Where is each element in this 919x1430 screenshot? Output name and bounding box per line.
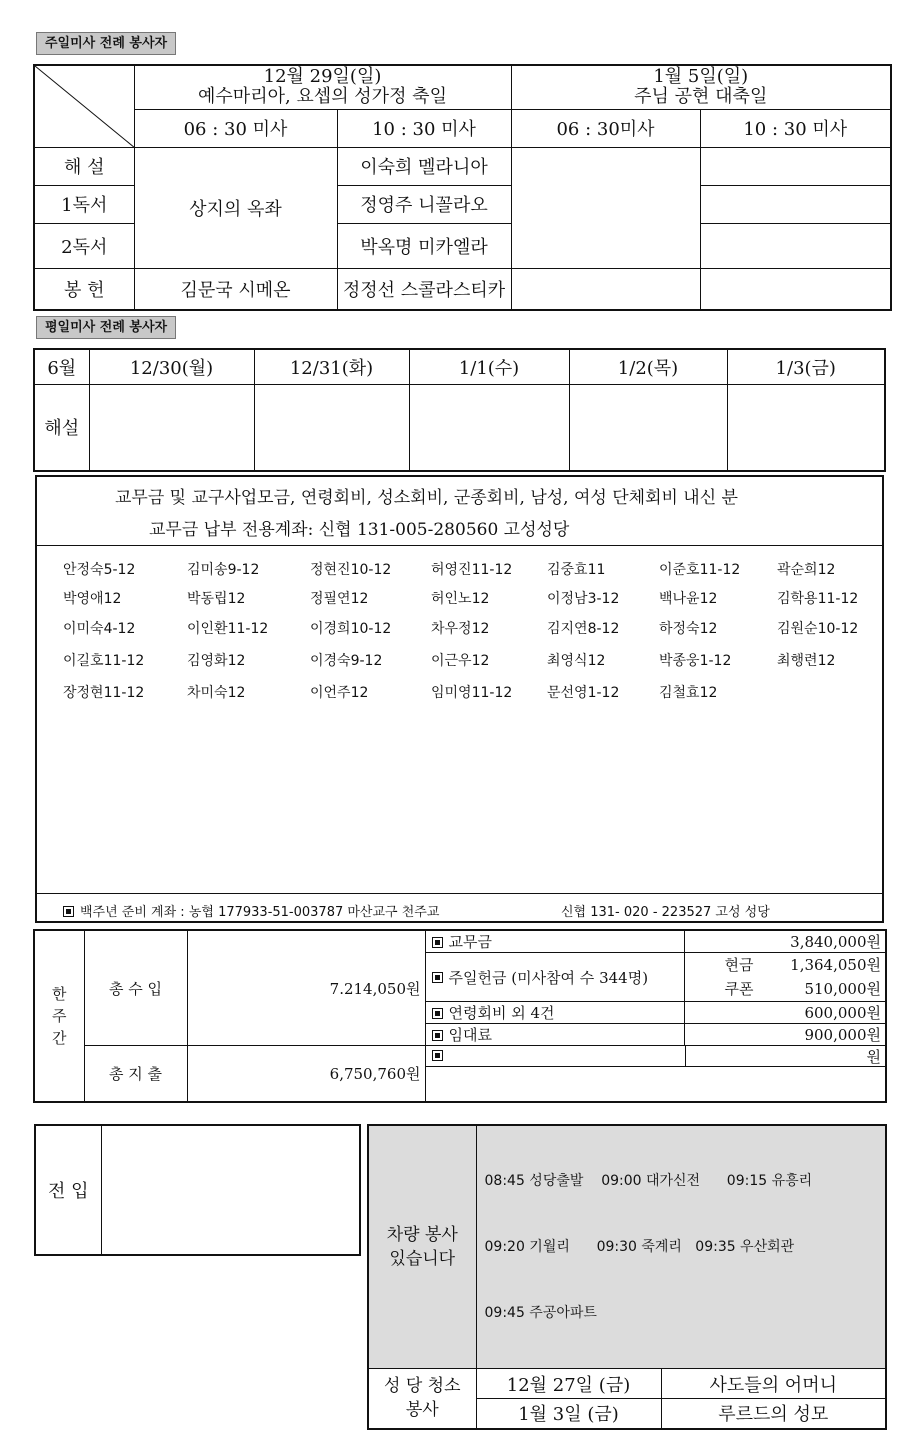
diagonal-line	[35, 66, 135, 148]
weekday-day-5: 1/3(금)	[727, 349, 885, 384]
contributor-name: 이인환11-12	[187, 621, 269, 637]
contributor-name: 장정현11-12	[63, 685, 145, 701]
item-rent-label: 임대료	[448, 1026, 492, 1045]
weekday-slot-5	[727, 384, 885, 471]
bullet-square-icon	[432, 1050, 443, 1061]
cash-label: 현금	[724, 956, 754, 975]
blank-item-cell	[425, 1046, 886, 1102]
contributor-name: 백나윤12	[659, 591, 718, 607]
cleaning-group-2: 루르드의 성모	[661, 1399, 886, 1429]
week-label	[34, 930, 84, 1102]
finance-table	[33, 929, 887, 1103]
vehicle-schedule	[476, 1125, 886, 1369]
mass-time-d: 10 : 30 미사	[700, 109, 891, 147]
role-commentary: 해 설	[34, 147, 134, 185]
contributor-name: 김지연8-12	[547, 621, 620, 637]
item-rent	[425, 1024, 684, 1046]
date-header-1	[134, 65, 511, 109]
coupon-amount: 510,000원	[804, 980, 881, 999]
contributor-name: 문선영1-12	[547, 685, 620, 701]
contributor-name: 차우정12	[431, 621, 490, 637]
weekday-slot-2	[254, 384, 409, 471]
item-dues-amount: 3,840,000원	[684, 930, 886, 953]
transfer-in-content	[101, 1125, 360, 1255]
date-header-2	[511, 65, 891, 109]
bullet-square-icon	[432, 1008, 443, 1019]
item-funeral	[425, 1002, 684, 1024]
service-table	[367, 1124, 887, 1430]
contributor-name: 이경숙9-12	[310, 653, 383, 669]
item-dues	[425, 930, 684, 953]
contributor-name: 하정숙12	[659, 621, 718, 637]
weekday-slot-4	[569, 384, 727, 471]
jan5-0630-cell	[511, 147, 700, 268]
jan5-0630-offering	[511, 268, 700, 310]
transfer-in-label: 전 입	[35, 1125, 101, 1255]
blank-item	[426, 1046, 886, 1067]
contributor-name: 이근우12	[431, 653, 490, 669]
item-offering-amounts	[684, 953, 886, 1002]
dues-line-1: 교무금 및 교구사업모금, 연령회비, 성소회비, 군종회비, 남성, 여성 단체회비 내신 분	[115, 488, 738, 508]
week-label-text: 한 주 간	[52, 985, 67, 1047]
group-0630: 상지의 옥좌	[134, 147, 337, 268]
weekday-slot-1	[89, 384, 254, 471]
feast-2: 주님 공현 대축일	[634, 86, 768, 108]
date-2: 1월 5일(일)	[653, 66, 749, 88]
weekday-role: 해설	[34, 384, 89, 471]
expense-label: 총 지 출	[84, 1046, 187, 1102]
reading1-1030: 정영주 니꼴라오	[337, 185, 511, 223]
contributor-name: 이경희10-12	[310, 621, 392, 637]
mass-time-c: 06 : 30미사	[511, 109, 700, 147]
weekday-month: 6월	[34, 349, 89, 384]
contributor-name: 임미영11-12	[431, 685, 513, 701]
jan5-1030-offering	[700, 268, 891, 310]
bullet-square-icon	[432, 972, 443, 983]
dues-account-line: 교무금 납부 전용계좌: 신협 131-005-280560 고성성당	[149, 520, 570, 540]
cleaning-date-2: 1월 3일 (금)	[476, 1399, 661, 1429]
contributor-name: 박동립12	[187, 591, 246, 607]
cash-row	[689, 953, 882, 977]
contributor-name: 김원순10-12	[777, 621, 859, 637]
vehicle-label-text: 차량 봉사 있습니다	[386, 1225, 458, 1269]
contributor-name: 이언주12	[310, 685, 369, 701]
feast-1: 예수마리아, 요셉의 성가정 축일	[198, 86, 447, 108]
jan5-1030-commentary	[700, 147, 891, 185]
contributor-name: 김미송9-12	[187, 562, 260, 578]
contributor-name: 정현진10-12	[310, 562, 392, 578]
weekday-day-1: 12/30(월)	[89, 349, 254, 384]
weekday-slot-3	[409, 384, 569, 471]
offering-1030: 정정선 스콜라스티카	[337, 268, 511, 310]
blank-item-amount: 원	[866, 1048, 881, 1067]
contributor-name: 이길호11-12	[63, 653, 145, 669]
item-rent-amount: 900,000원	[684, 1024, 886, 1046]
bullet-square-icon	[432, 1030, 443, 1041]
dues-header	[37, 477, 882, 546]
cleaning-date-1: 12월 27일 (금)	[476, 1369, 661, 1399]
contributor-name: 허인노12	[431, 591, 490, 607]
reading2-1030: 박옥명 미카엘라	[337, 223, 511, 268]
contributor-name: 최행련12	[777, 653, 836, 669]
cash-amount: 1,364,050원	[790, 956, 881, 975]
vehicle-line-2: 09:20 기월리 09:30 죽계리 09:35 우산회관	[484, 1239, 795, 1255]
contributor-name: 이준호11-12	[659, 562, 741, 578]
offering-0630: 김문국 시메온	[134, 268, 337, 310]
mass-time-b: 10 : 30 미사	[337, 109, 511, 147]
centennial-account	[63, 901, 439, 920]
weekday-day-3: 1/1(수)	[409, 349, 569, 384]
item-offering	[425, 953, 684, 1002]
contributor-name: 박영애12	[63, 591, 122, 607]
dues-box	[35, 475, 884, 923]
item-dues-label: 교무금	[448, 933, 492, 952]
weekday-day-4: 1/2(목)	[569, 349, 727, 384]
contributor-name: 차미숙12	[187, 685, 246, 701]
coupon-row	[689, 977, 882, 1001]
centennial-account-2: 신협 131- 020 - 223527 고성 성당	[561, 905, 770, 920]
expense-total: 6,750,760원	[187, 1046, 425, 1102]
contributor-name: 김철효12	[659, 685, 718, 701]
contributor-name: 허영진11-12	[431, 562, 513, 578]
contributor-name: 이정남3-12	[547, 591, 620, 607]
item-funeral-amount: 600,000원	[684, 1002, 886, 1024]
vehicle-label	[368, 1125, 476, 1369]
cleaning-group-1: 사도들의 어머니	[661, 1369, 886, 1399]
bullet-square-icon	[63, 906, 74, 917]
transfer-in-table	[34, 1124, 361, 1256]
contributor-name: 정필연12	[310, 591, 369, 607]
contributor-name: 김중효11	[547, 562, 606, 578]
vehicle-line-1: 08:45 성당출발 09:00 대가신전 09:15 유흥리	[484, 1173, 813, 1189]
jan5-1030-reading1	[700, 185, 891, 223]
commentary-1030: 이숙희 멜라니아	[337, 147, 511, 185]
income-label: 총 수 입	[84, 930, 187, 1046]
date-1: 12월 29일(일)	[263, 66, 382, 88]
item-offering-label: 주일헌금 (미사참여 수 344명)	[448, 968, 649, 987]
centennial-row	[37, 893, 882, 922]
sunday-table	[33, 64, 892, 311]
contributor-name: 안정숙5-12	[63, 562, 136, 578]
role-offering: 봉 헌	[34, 268, 134, 310]
role-reading-2: 2독서	[34, 223, 134, 268]
centennial-text: 백주년 준비 계좌 : 농협 177933-51-003787 마산교구 천주교	[80, 905, 440, 920]
diagonal-header-cell	[34, 65, 134, 147]
contributor-name: 박종웅1-12	[659, 653, 732, 669]
vehicle-line-3: 09:45 주공아파트	[484, 1305, 597, 1321]
sunday-section-tag: 주일미사 전례 봉사자	[36, 32, 176, 55]
coupon-label: 쿠폰	[724, 980, 754, 999]
cleaning-label	[368, 1369, 476, 1429]
weekday-section-tag: 평일미사 전례 봉사자	[36, 316, 176, 339]
mass-time-a: 06 : 30 미사	[134, 109, 337, 147]
income-total: 7.214,050원	[187, 930, 425, 1046]
contributor-name: 최영식12	[547, 653, 606, 669]
item-funeral-label: 연령회비 외 4건	[448, 1004, 555, 1023]
contributor-name: 김영화12	[187, 653, 246, 669]
bullet-square-icon	[432, 937, 443, 948]
contributor-name: 김학용11-12	[777, 591, 859, 607]
weekday-table	[33, 348, 886, 472]
jan5-1030-reading2	[700, 223, 891, 268]
blank-item-label	[426, 1046, 686, 1066]
role-reading-1: 1독서	[34, 185, 134, 223]
contributor-name: 이미숙4-12	[63, 621, 136, 637]
contributor-name: 곽순희12	[777, 562, 836, 578]
cleaning-label-text: 성 당 청소 봉사	[384, 1376, 461, 1421]
weekday-day-2: 12/31(화)	[254, 349, 409, 384]
